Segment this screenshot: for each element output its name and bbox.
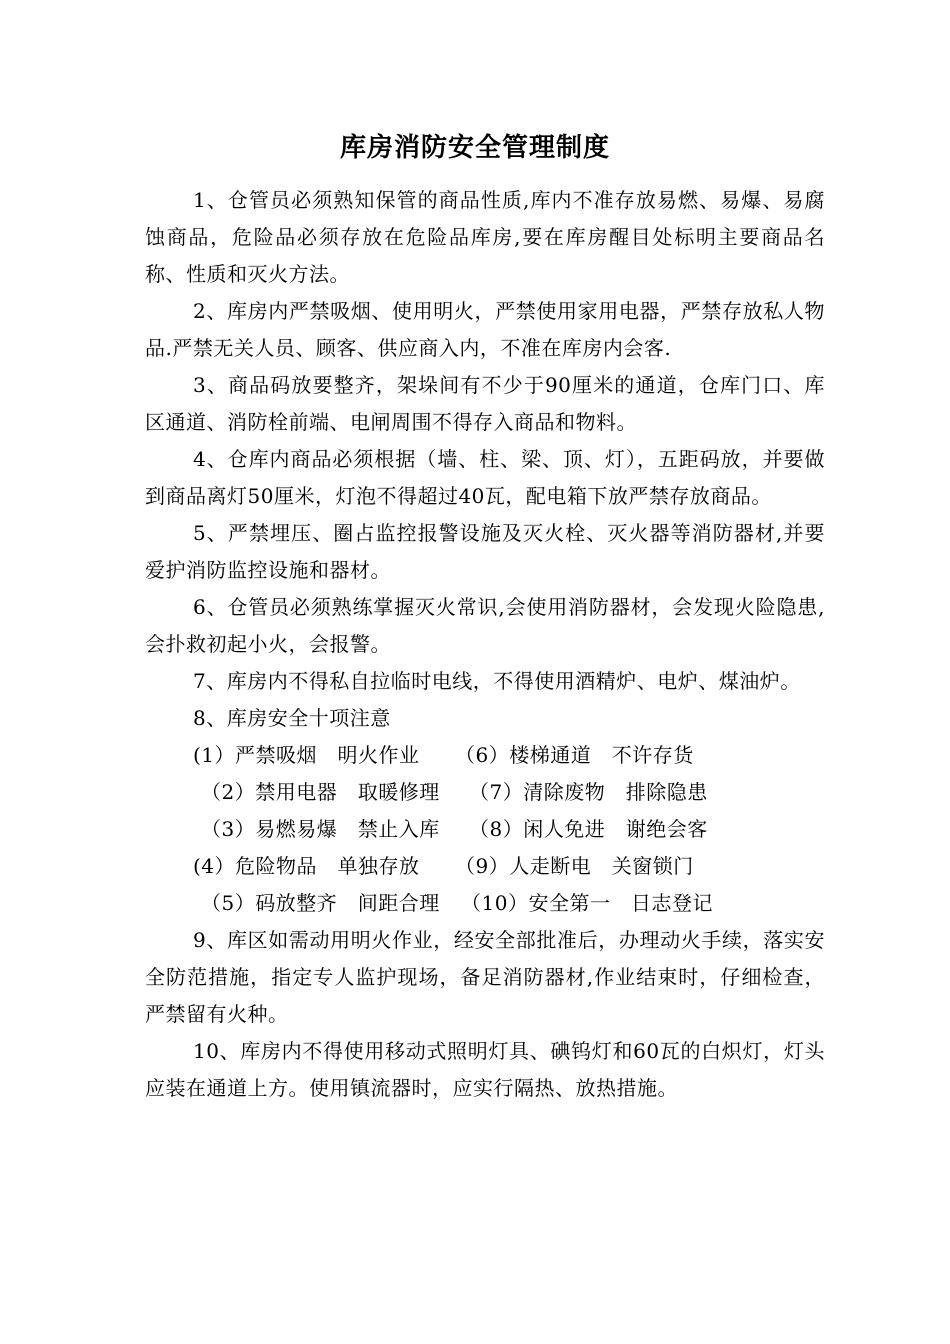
document-body	[145, 182, 825, 1107]
list-item-right: （9）人走断电 关窗锁门	[455, 854, 694, 878]
list-item	[145, 811, 825, 848]
list-item-left: （5）码放整齐 间距合理	[201, 891, 440, 915]
document-title: 库房消防安全管理制度	[339, 133, 610, 163]
list-item-right: （7）清除废物 排除隐患	[469, 780, 708, 804]
list-item-right: （6）楼梯通道 不许存货	[455, 743, 694, 767]
list-item-left: （3）易燃易爆 禁止入库	[201, 817, 440, 841]
paragraph-6: 6、仓管员必须熟练掌握灭火常识,会使用消防器材，会发现火险隐患,会扑救初起小火，会报警。	[145, 595, 825, 656]
paragraph-10: 10、库房内不得使用移动式照明灯具、碘钨灯和60瓦的白炽灯，灯头应装在通道上方。使用镇流器时，应实行隔热、放热措施。	[145, 1039, 825, 1100]
list-item	[145, 885, 825, 922]
paragraph-5: 5、严禁埋压、圈占监控报警设施及灭火栓、灭火器等消防器材,并要爱护消防监控设施和器材。	[145, 521, 825, 582]
list-item-right: （10）安全第一 日志登记	[461, 891, 713, 915]
list-item	[145, 737, 825, 774]
ten-items-list	[145, 737, 825, 922]
paragraph-3: 3、商品码放要整齐，架垛间有不少于90厘米的通道，仓库门口、库区通道、消防栓前端、电闸周围不得存入商品和物料。	[145, 373, 825, 434]
list-item	[145, 848, 825, 885]
paragraph-1: 1、仓管员必须熟知保管的商品性质,库内不准存放易燃、易爆、易腐蚀商品，危险品必须存放在危险品库房,要在库房醒目处标明主要商品名称、性质和灭火方法。	[145, 188, 825, 286]
paragraph-8-heading: 8、库房安全十项注意	[193, 706, 391, 730]
list-item-left: （2）禁用电器 取暖修理	[201, 780, 440, 804]
paragraph-7: 7、库房内不得私自拉临时电线，不得使用酒精炉、电炉、煤油炉。	[193, 669, 801, 693]
list-item	[145, 774, 825, 811]
list-item-left: (4）危险物品 单独存放	[193, 854, 420, 878]
list-item-left: (1）严禁吸烟 明火作业	[193, 743, 420, 767]
paragraph-2: 2、库房内严禁吸烟、使用明火，严禁使用家用电器，严禁存放私人物品.严禁无关人员、顾客、供应商入内，不准在库房内会客.	[145, 299, 825, 360]
paragraph-4: 4、仓库内商品必须根据（墙、柱、梁、顶、灯），五距码放，并要做到商品离灯50厘米，灯泡不得超过40瓦，配电箱下放严禁存放商品。	[145, 447, 825, 508]
paragraph-9: 9、库区如需动用明火作业，经安全部批准后，办理动火手续，落实安全防范措施，指定专人监护现场，备足消防器材,作业结束时，仔细检查，严禁留有火种。	[145, 928, 825, 1026]
list-item-right: （8）闲人免进 谢绝会客	[469, 817, 708, 841]
